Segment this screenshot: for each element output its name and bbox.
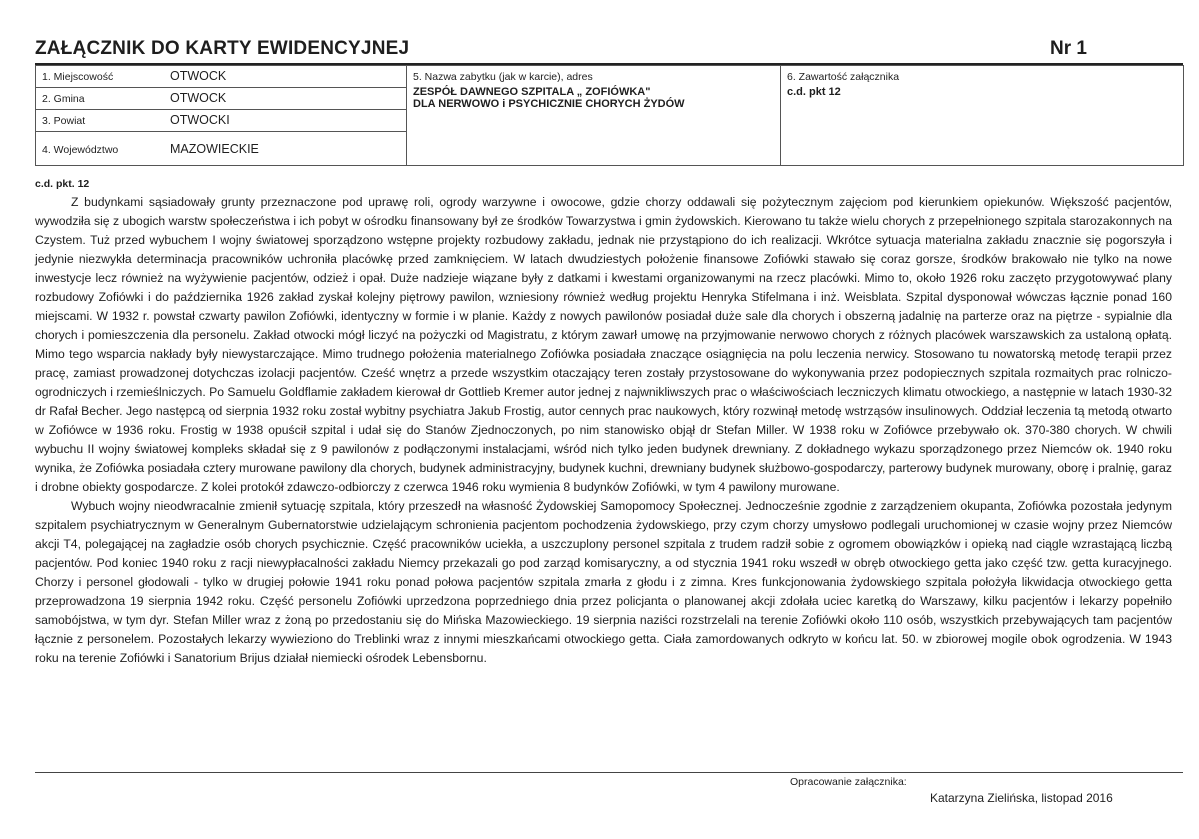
field-locality-value: OTWOCK: [170, 69, 227, 83]
field-commune: [36, 88, 407, 110]
field-voivodeship-label: 4. Województwo: [42, 144, 119, 156]
field-voivodeship: [36, 132, 407, 166]
field-county-value: OTWOCKI: [170, 113, 230, 127]
document-title: ZAŁĄCZNIK DO KARTY EWIDENCYJNEJ: [35, 38, 410, 59]
field-commune-label: 2. Gmina: [42, 93, 85, 105]
field-locality-label: 1. Miejscowość: [42, 71, 114, 83]
footer-divider: [35, 772, 1183, 773]
prepared-by-author: Katarzyna Zielińska, listopad 2016: [930, 791, 1113, 805]
field-commune-value: OTWOCK: [170, 91, 227, 105]
attachment-contents-label: 6. Zawartość załącznika: [787, 71, 900, 83]
monument-name-label: 5. Nazwa zabytku (jak w karcie), adres: [413, 71, 593, 83]
field-voivodeship-value: MAZOWIECKIE: [170, 142, 259, 156]
monument-name-line2: DLA NERWOWO i PSYCHICZNIE CHORYCH ŻYDÓW: [413, 98, 685, 110]
field-locality: [36, 66, 407, 88]
body-text: [35, 193, 1172, 668]
field-county: [36, 110, 407, 132]
attachment-contents-cell: [781, 66, 1184, 166]
paragraph: Wybuch wojny nieodwracalnie zmienił sytuację szpitala, który przeszedł na własność Żydowskiej Samopomocy Społecznej. Jednocześnie zgodnie z zarządzeniem okupanta, Zofiówka pozostała jedynym szpitalem psychiatrycznym w Generalnym Gubernatorstwie udzielającym schronienia pacjentom pochodzenia żydowskiego, przy czym chorzy umysłowo podlegali uruchomionej w czasie wojny przez Niemców akcji T4, polegającej na zagładzie osób chorych psychicznie. Część pracowników uciekła, a uszczuplony personel szpitala z trudem radził sobie z ogromem obowiązków i opieką nad ciągle wzrastającą liczbą pacjentów. Pod koniec 1940 roku z racji niewypłacalności zakładu Niemcy przekazali go pod zarząd komisaryczny, a od stycznia 1941 roku wszedł w obręb otwockiego getta jako część tzw. getta kuracyjnego. Chorzy i personel głodowali - tylko w drugiej połowie 1941 roku ponad połowa pacjentów szpitala zmarła z głodu i z zimna. Kres funkcjonowania żydowskiego szpitala położyła likwidacja otwockiego getta przeprowadzona 19 sierpnia 1942 roku. Część personelu Zofiówki uprzedzona poprzedniego dnia przez policjanta o planowanej akcji zdołała uciec karetką do Warszawy, kilku pacjentów i lekarzy popełniło samobójstwa, w tym dyr. Stefan Miller wraz z żoną po przedostaniu się do Mińska Mazowieckiego. 19 sierpnia naziści rozstrzelali na terenie Zofiówki około 110 osób, wszystkich przebywających tam pacjentów łącznie z personelem. Pozostałych lekarzy wywieziono do Treblinki wraz z innymi mieszkańcami otwockiego getta. Ciała zamordowanych odkryto w końcu lat. 50. w zbiorowej mogile obok ogrodzenia. W 1943 roku na terenie Zofiówki i Sanatorium Brijus działał niemiecki ośrodek Lebensbornu.: [35, 499, 1172, 665]
document-number: Nr 1: [1050, 38, 1087, 59]
section-label: c.d. pkt. 12: [35, 178, 90, 190]
monument-name-line1: ZESPÓŁ DAWNEGO SZPITALA „ ZOFIÓWKA": [413, 86, 651, 98]
attachment-contents-value: c.d. pkt 12: [787, 86, 841, 98]
prepared-by-label: Opracowanie załącznika:: [790, 776, 907, 788]
field-county-label: 3. Powiat: [42, 115, 86, 127]
paragraph: Z budynkami sąsiadowały grunty przeznaczone pod uprawę roli, ogrody warzywne i owocowe, gdzie chorzy oddawali się pożytecznym zajęciom pod kierunkiem opiekunów. Większość pacjentów, wywodziła się z ubogich warstw społeczeństwa i ich pobyt w ośrodku finansowany był ze środków Towarzystwa i gmin żydowskich. Kierowano tu także wielu chorych z przepełnionego szpitala starozakonnych na Czystem. Tuż przed wybuchem I wojny światowej sporządzono wstępne projekty rozbudowy zakładu, jednak nie przystąpiono do ich realizacji. Wkrótce sytuacja materialna zakładu znacznie się pogorszyła i jedynie niezwykła determinacja pracowników uchroniła placówkę przed zamknięciem. W latach dwudziestych położenie finansowe Zofiówki stawało się coraz gorsze, środków brakowało nie tylko na nowe inwestycje lecz również na wyżywienie pacjentów, odzież i opał. Duże nadzieje wiązane były z datkami i kwestami organizowanymi na rzecz placówki. Mimo to, około 1926 roku zaczęto przygotowywać plany rozbudowy Zofiówki i do października 1926 zakład zyskał kolejny piętrowy pawilon, wzniesiony również według projektu Henryka Stifelmana i inż. Weisblata. Szpital dysponował wówczas łącznie ponad 160 miejscami. W 1932 r. powstał czwarty pawilon Zofiówki, identyczny w formie i w planie. Każdy z nowych pawilonów posiadał duże sale dla chorych i obszerną jadalnię na parterze oraz na piętrze - sypialnie dla chorych i pomieszczenia dla personelu. Zakład otwocki mógł liczyć na pożyczki od Magistratu, z którym zawarł umowę na przyjmowanie nerwowo chorych z różnych placówek warszawskich za ustaloną opłatą. Mimo tego wsparcia nakłady były niewystarczające. Mimo trudnego położenia materialnego Zofiówka posiadała znaczące osiągnięcia na polu leczenia nerwicy. Stosowano tu nowatorską metodę terapii przez pracę, zamiast prowadzonej dotychczas izolacji pacjentów. Cześć wnętrz a przede wszystkim otaczający teren zostały przystosowane do wykonywania przez podopiecznych szpitala rozmaitych prac rolniczo-ogrodniczych i rzemieślniczych. Po Samuelu Goldflamie zakładem kierował dr Gottlieb Kremer autor jednej z najwnikliwszych prac o właściwościach leczniczych klimatu otwockiego, a następnie w latach 1930-32 dr Rafał Becher. Jego następcą od sierpnia 1932 roku został wybitny psychiatra Jakub Frostig, autor cennych prac naukowych, który rozwinął metodę wstrząsów insulinowych. Oddział leczenia tą metodą otwarto w Zofiówce w 1936 roku. Frostig w 1938 opuścił szpital i udał się do Stanów Zjednoczonych, po nim stanowisko objął dr Stefan Miller. W 1938 roku w Zofiówce przebywało ok. 370-380 chorych. W chwili wybuchu II wojny światowej kompleks składał się z 9 pawilonów z podłączonymi instalacjami, wśród nich tylko jeden budynek drewniany. Z dokładnego wykazu sporządzonego przez Niemców ok. 1940 roku wynika, że Zofiówka posiadała cztery murowane pawilony dla chorych, budynek administracyjny, budynek kuchni, drewniany budynek służbowo-gospodarczy, parterowy budynek murowany, oborę i pralnię, garaz i drobne obiekty gospodarcze. Z kolei protokół zdawczo-odbiorczy z czerwca 1946 roku wymienia 8 budynków Zofiówki, w tym 4 pawilony murowane.: [35, 195, 1172, 494]
record-form-table: [35, 65, 1184, 166]
monument-name-cell: [407, 66, 781, 166]
